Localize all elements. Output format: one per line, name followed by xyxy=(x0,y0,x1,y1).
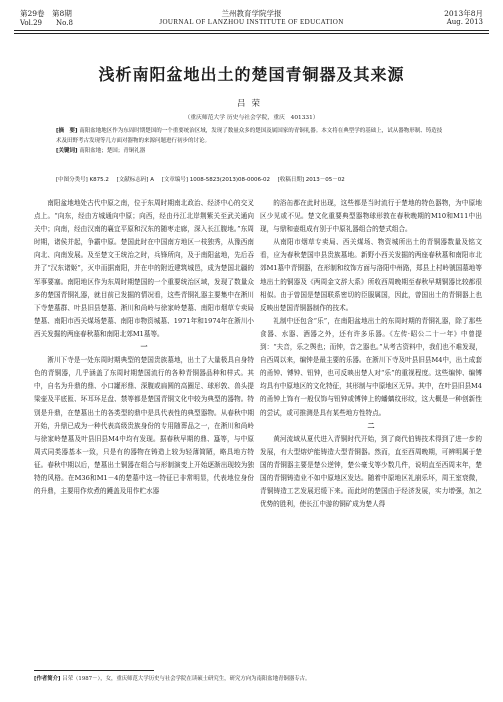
paragraph: 淅川下寺是一处东周时期典型的楚国贵族墓地，出土了大量极具自身特色的青铜器，几乎涵盖了东周时期楚国流行的各种青铜器品种和样式。其中，自名为升鼎的鼎、小口罐形鼎、深腹或扁圆的高圈足、球形敦、兽头提梁壶及平底匜、环耳环足盘、禁等都是楚国青铜文化中较为典型的器物。特别是升鼎，在楚墓出土的各类型的鼎中是具代表性的典型器物。从春秋中期开始，升鼎已成为一种代表高级贵族身份的专用随葬品之一，在淅川和尚岭与徐家岭楚墓及叶县旧县M4中均有发现。据春秋早期的鼎、簋等，与中原周式同类器基本一致，只是有的器物在铸造上较为轻薄简陋，略具地方特征。春秋中期以后，楚墓出土铜器在组合与形制演变上开始逐渐出现较为独特的风格。在M36和M1－4的楚墓中这一特征已非常明显，代表地位身份的升鼎，主要用作炊煮的鑊盖及用作贮水器 xyxy=(34,356,254,496)
author-footnote xyxy=(34,674,483,682)
header-rule-thick xyxy=(14,30,489,31)
issue-en: Vol.29 No.8 xyxy=(20,19,73,27)
author: 吕荣 xyxy=(236,99,266,109)
received-date: [收稿日期] 2013－05－02 xyxy=(277,177,345,183)
classification-line xyxy=(56,175,463,183)
document-code: [文献标志码] A xyxy=(116,177,154,183)
abstract-text: 南阳盆地地区作为东周时期楚国的一个重要统治区域，发现了数量众多的楚国及属国家的青铜礼器。本文将在典型学的基础上，试从器物形制、铸造技术及田野考古发现等几方面对器物的来源问题进行初步的讨论。 xyxy=(56,128,443,144)
date-cn: 2013年8月 xyxy=(444,9,483,18)
body-column-right xyxy=(260,197,482,511)
footnote-text: 吕荣（1987－），女，重庆师范大学历史与社会学院在读硕士研究生，研究方向为南阳盆地青铜器专古。 xyxy=(62,676,311,682)
clc-number: [中图分类号] K875.2 xyxy=(56,177,109,183)
abstract-label: [摘 要] xyxy=(56,128,78,134)
abstract-block xyxy=(56,126,447,156)
keywords-text: 南阳盆地；楚国；青铜礼器 xyxy=(79,148,146,154)
footnote-label: [作者简介] xyxy=(34,676,61,682)
paragraph: 的浴缶都在此时出现，这些都是当时流行于楚地的特色器物，为中原地区少见或不见。楚文化重要典型器物球形敦在春秋晚期的M10和M11中出现，与鼎和壶组成有别于中原礼器组合的楚式组合。 xyxy=(260,199,482,234)
keywords xyxy=(56,146,447,156)
paragraph: 礼制中还包含“乐”，在南阳盆地出土的东周时期的青铜礼器，除了那些食器、水器、酒器之外，还有许多乐器。《左传·昭公二十一年》中曾提到：“夫音，乐之舆也；而钟，音之器也。”从考古资料中，我们也不难发现，自西周以来，编钟是最主要的乐器。在淅川下寺及叶县旧县M4中，出土成套的甬钟、镈钟、钮钟，也可反映出楚人对“乐”的重视程度。这些编钟、编镈均具有中原地区的文化特征，其形制与中原地区无异。其中，在叶县旧县M4的甬钟上饰有一般仅饰与钮钟或镈钟上的蟠螭纹形纹，这大概是一种创新性的尝试，或可推测是具有某些地方性特点。 xyxy=(260,316,482,417)
paragraph: 南阳盆地地处古代中原之南，位于东周时期南北政治、经济中心的交叉点上。“向东，经由方城通向中原；向西，经由丹江北岸荆紫关至武关通向关中；向南，经由汉南的襄宜平原和汉东的随枣走廊，深入长江腹地。”东周时期，诸侯并起，争霸中原。楚国此时在中国南方地区一枝独秀，从豫西南向北、向南发展。及至楚文王统治之时，兵锋所向，及于南阳盆地，先后吞并了“汉东诸姬”，灭申而据南阳，并在申的附近建筑城邑，成为楚国北疆的军事要塞。南阳地区作为东周时期楚国的一个重要统治区域，发现了数量众多的楚国青铜礼器，就目前已发掘的情况看，这些青铜礼器主要集中在淅川下寺楚墓群、叶县旧县楚墓、淅川和尚岭与徐家岭楚墓、南阳市烟草专卖局楚墓、南阳市西关煤场楚墓、南阳市物资城墓、1971年和1974年在淅川小西关发掘的两座春秋墓和南阳北郊M1墓等。 xyxy=(34,199,254,338)
journal-name-cn: 兰州教育学院学报 xyxy=(221,9,282,18)
date-en: Aug. 2013 xyxy=(446,18,483,26)
header-rule-thin xyxy=(14,33,489,34)
paragraph: 从南阳市烟草专卖局、西关煤场、物资城所出土的青铜器数量及铭文看，应为春秋楚国申县贵族墓地。新野小西关发掘的两座春秋墓和南阳市北郊M1墓中青铜器，在形制和纹饰方面与洛阳中州路，郑县上村岭虢国墓地等地出土的铜器及《两周金文辞大系》所收西周晚期至春秋早期铜器比较都很相似。由于曾国是楚国联系密切的臣服属国，因此，曾国出土的青铜器上也反映出楚国青铜器制作的技术。 xyxy=(260,238,482,312)
body-column-left xyxy=(34,197,254,498)
section-heading-1: 一 xyxy=(140,343,148,352)
issue-cn: 第29卷 第8期 xyxy=(20,9,72,18)
keywords-label: [关键词] xyxy=(56,148,78,154)
paragraph: 黄河流域从夏代进入青铜时代开始，到了商代伯铸技术得到了进一步的发展，有大型熔炉能铸造大型青铜器。然而，直至西周晚期，可辨明属于楚国的青铜器主要是楚公逆钟，楚公豪戈等少数几件，说明直至西周末年，楚国的青铜铸造业不如中原地区发达。随着中原地区礼崩乐坏，周王室衰微，青铜铸造工艺发展迟缓下来。而此时的楚国由于经济发展，实力增强，加之优势的胜利，使长江中游的铜矿成为楚人得 xyxy=(260,434,482,509)
abstract xyxy=(56,126,447,146)
affiliation: （重庆师范大学 历史与社会学院，重庆 401331） xyxy=(184,115,319,121)
paper-title: 浅析南阳盆地出土的楚国青铜器及其来源 xyxy=(98,65,405,84)
journal-name-en: JOURNAL OF LANZHOU INSTITUTE OF EDUCATION xyxy=(159,18,344,26)
article-number: [文章编号] 1008-5823(2013)08-0006-02 xyxy=(161,177,270,183)
footnote-rule xyxy=(34,670,154,671)
section-heading-2: 二 xyxy=(367,421,375,430)
